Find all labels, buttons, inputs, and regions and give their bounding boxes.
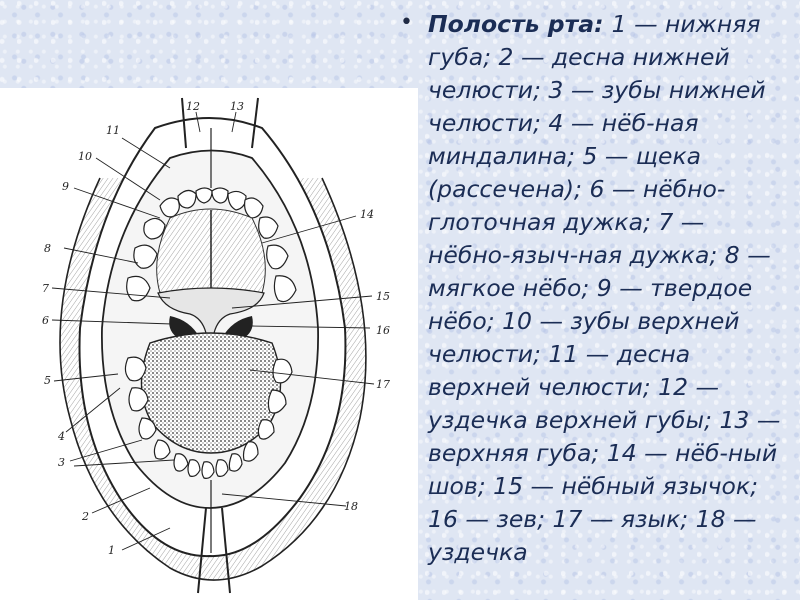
label-10: 10 (78, 150, 92, 163)
bullet-icon: • (400, 10, 413, 35)
slide-description: 1 — нижняя губа; 2 — десна нижней челюсти; 3 — зубы нижней челюсти; 4 — нёб-ная миндалина; 5 — щека (рассечена); 6 — нёбно-глоточная дужка; 7 — нёбно-языч-ная дужка; 8 — мягкое нёбо; 9 — твердое нёбо; 10 — зубы верхней челюсти; 11 — десна верхней челюсти; 12 — уздечка верхней губы; 13 — верхняя губа; 14 — нёб-ный шов; 15 — нёбный язычок; 16 — зев; 17 — язык; 18 — уздечка (428, 10, 781, 566)
caption-column (400, 4, 792, 600)
label-13: 13 (230, 100, 244, 113)
label-4: 4 (58, 430, 65, 443)
label-17: 17 (376, 378, 390, 391)
label-3: 3 (58, 456, 65, 469)
label-1: 1 (108, 544, 115, 557)
label-5: 5 (44, 374, 51, 387)
label-18: 18 (344, 500, 358, 513)
label-15: 15 (376, 290, 390, 303)
label-2: 2 (82, 510, 89, 523)
label-9: 9 (62, 180, 69, 193)
label-14: 14 (360, 208, 374, 221)
label-16: 16 (376, 324, 390, 337)
label-6: 6 (42, 314, 49, 327)
label-8: 8 (44, 242, 51, 255)
oral-cavity-illustration (0, 88, 418, 600)
label-11: 11 (106, 124, 120, 137)
label-7: 7 (42, 282, 49, 295)
slide-title-colon: : (594, 10, 612, 38)
label-12: 12 (186, 100, 200, 113)
slide-title: Полость рта (428, 10, 595, 38)
caption-text (428, 8, 788, 569)
